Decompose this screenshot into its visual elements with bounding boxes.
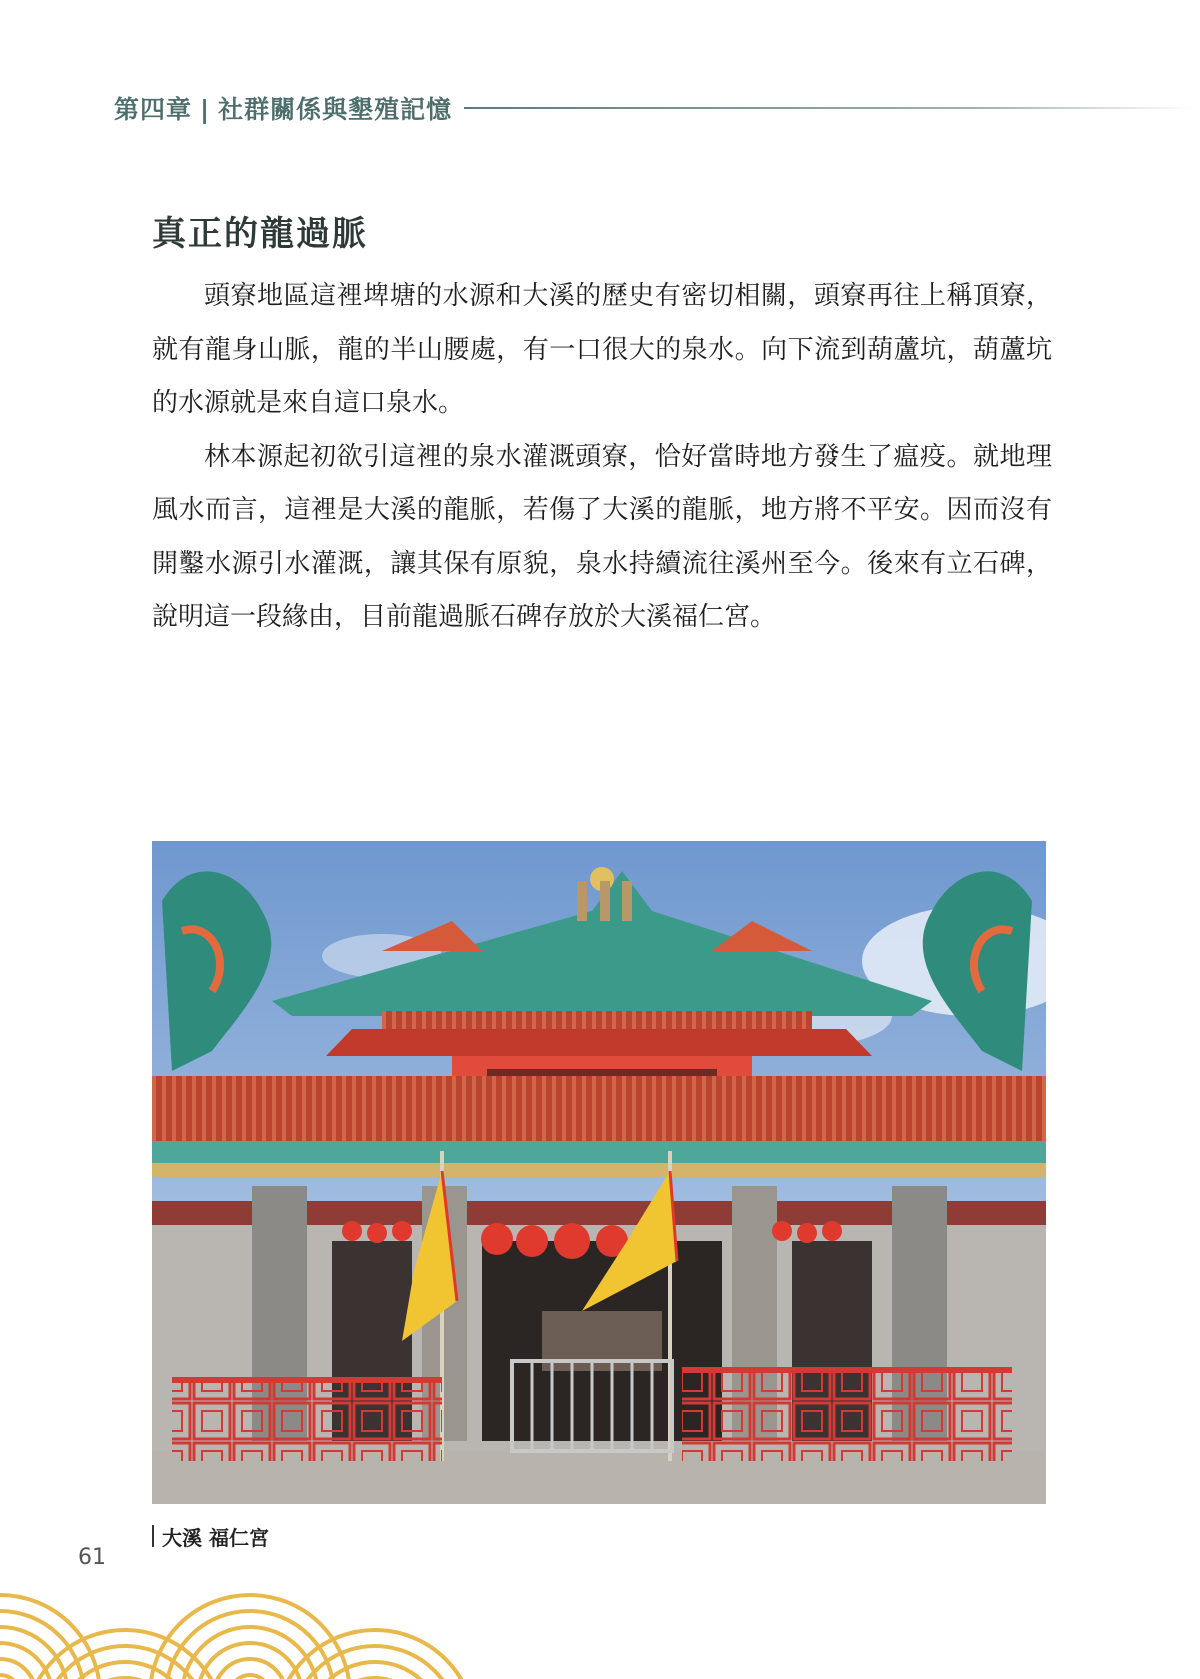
chapter-label: 第四章 bbox=[114, 95, 193, 124]
chapter-heading bbox=[114, 90, 452, 126]
page-number: 61 bbox=[78, 1545, 106, 1570]
section-title: 真正的龍過脈 bbox=[152, 214, 368, 254]
photo-caption bbox=[152, 1522, 269, 1550]
body-text bbox=[152, 270, 1052, 645]
temple-photo bbox=[152, 841, 1046, 1504]
header-rule bbox=[464, 107, 1194, 109]
paragraph-1: 頭寮地區這裡埤塘的水源和大溪的歷史有密切相關，頭寮再往上稱頂寮，就有龍身山脈，龍的半山腰處，有一口很大的泉水。向下流到葫蘆坑，葫蘆坑的水源就是來自這口泉水。 bbox=[152, 281, 1052, 418]
wave-ornament bbox=[0, 1590, 500, 1679]
caption-text: 大溪 福仁宮 bbox=[162, 1525, 269, 1550]
paragraph-2: 林本源起初欲引這裡的泉水灌溉頭寮，恰好當時地方發生了瘟疫。就地理風水而言，這裡是大溪的龍脈，若傷了大溪的龍脈，地方將不平安。因而沒有開鑿水源引水灌溉，讓其保有原貌，泉水持續流往溪州至今。後來有立石碑，說明這一段緣由，目前龍過脈石碑存放於大溪福仁宮。 bbox=[152, 441, 1052, 632]
temple-illustration bbox=[152, 841, 1046, 1504]
chapter-header bbox=[114, 88, 1194, 128]
chapter-separator: | bbox=[200, 95, 211, 124]
chapter-title: 社群關係與墾殖記憶 bbox=[218, 95, 453, 124]
caption-bar bbox=[152, 1525, 154, 1547]
